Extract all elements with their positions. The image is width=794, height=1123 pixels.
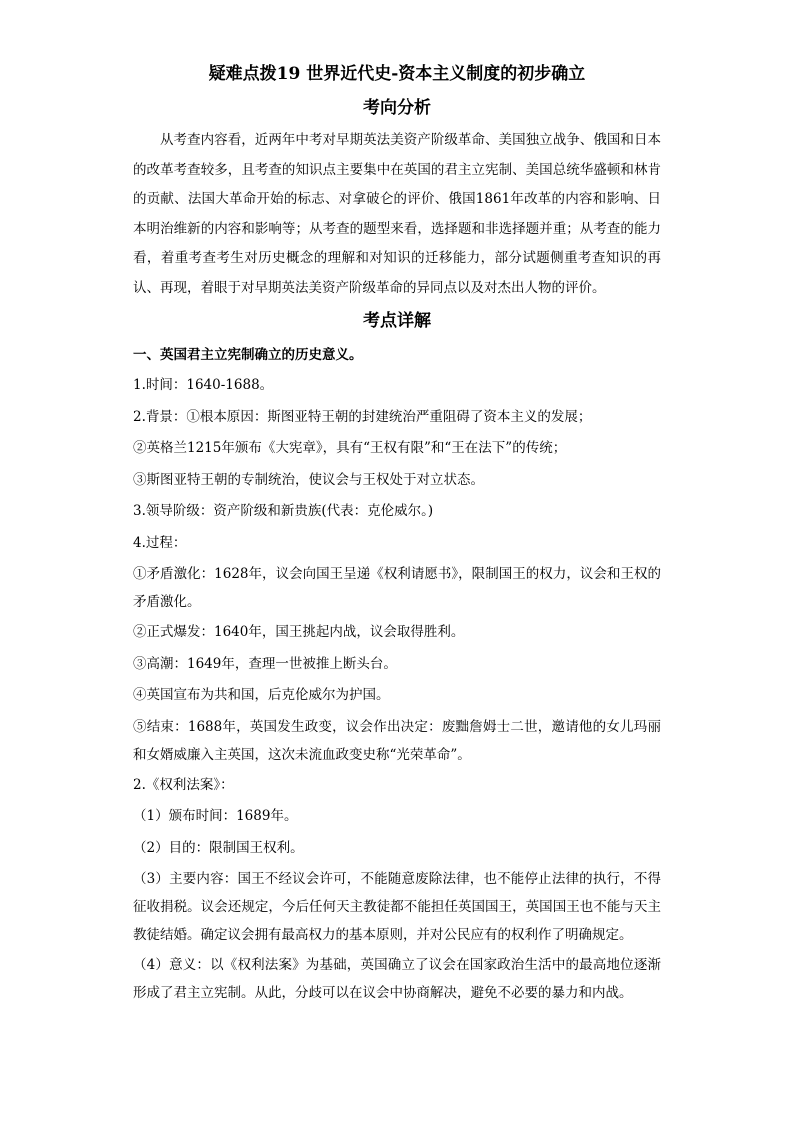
list-item-process: 4.过程： bbox=[133, 534, 187, 551]
list-item-significance: （4）意义：以《权利法案》为基础，英国确立了议会在国家政治生活中的最高地位逐渐形成了君主立宪制。从此，分歧可以在议会中协商解决，避免不必要的暴力和内战。 bbox=[133, 957, 661, 1001]
list-item-outbreak: ②正式爆发：1640年，国王挑起内战，议会取得胜利。 bbox=[133, 624, 465, 640]
document-page bbox=[133, 62, 661, 1009]
document-title: 疑难点拨19 世界近代史-资本主义制度的初步确立 bbox=[208, 64, 586, 84]
list-item-magna-carta: ②英格兰1215年颁布《大宪章》，具有“王权有限”和“王在法下”的传统； bbox=[133, 440, 567, 456]
analysis-heading: 考向分析 bbox=[363, 98, 431, 118]
list-item-bill-of-rights: 2.《权利法案》： bbox=[133, 776, 234, 793]
list-item-leading-class: 3.领导阶级：资产阶级和新贵族(代表：克伦威尔。) bbox=[133, 503, 434, 519]
list-item-time: 1.时间：1640-1688。 bbox=[133, 377, 274, 393]
list-item-stuart-despotism: ③斯图亚特王朝的专制统治，使议会与王权处于对立状态。 bbox=[133, 471, 484, 488]
analysis-paragraph: 从考查内容看，近两年中考对早期英法美资产阶级革命、美国独立战争、俄国和日本的改革考查较多，且考查的知识点主要集中在英国的君主立宪制、美国总统华盛顿和林肯的贡献、法国大革命开始的标志、对拿破仑的评价、俄国1861年改革的内容和影响、日本明治维新的内容和影响等；从考查的题型来看，选择题和非选择题并重；从考查的能力看，着重考查考生对历史概念的理解和对知识的迁移能力，部分试题侧重考查知识的再认、再现，着眼于对早期英法美资产阶级革命的异同点以及对杰出人物的评价。 bbox=[133, 132, 661, 296]
list-item-background: 2.背景：①根本原因：斯图亚特王朝的封建统治严重阻碍了资本主义的发展； bbox=[133, 408, 592, 425]
list-item-main-content: （3）主要内容：国王不经议会许可，不能随意废除法律，也不能停止法律的执行，不得征收捐税。议会还规定，今后任何天主教徒都不能担任英国国王，英国国王也不能与天主教徒结婚。确定议会拥有最高权力的基本原则，并对公民应有的权利作了明确规定。 bbox=[133, 871, 661, 943]
list-item-republic: ④英国宣布为共和国，后克伦威尔为护国。 bbox=[133, 687, 390, 703]
list-item-climax: ③高潮：1649年，查理一世被推上断头台。 bbox=[133, 655, 397, 672]
list-item-glorious-revolution: ⑤结束：1688年，英国发生政变，议会作出决定：废黜詹姆士二世，邀请他的女儿玛丽和女婿威廉入主英国，这次未流血政变史称“光荣革命”。 bbox=[133, 718, 661, 763]
list-item-issue-date: （1）颁布时间：1689年。 bbox=[133, 808, 298, 824]
section1-heading: 一、英国君主立宪制确立的历史意义。 bbox=[133, 347, 363, 363]
list-item-conflict: ①矛盾激化：1628年，议会向国王呈递《权利请愿书》，限制国王的权力，议会和王权的矛盾激化。 bbox=[133, 566, 661, 610]
details-heading: 考点详解 bbox=[363, 311, 431, 331]
list-item-purpose: （2）目的：限制国王权利。 bbox=[133, 839, 304, 856]
